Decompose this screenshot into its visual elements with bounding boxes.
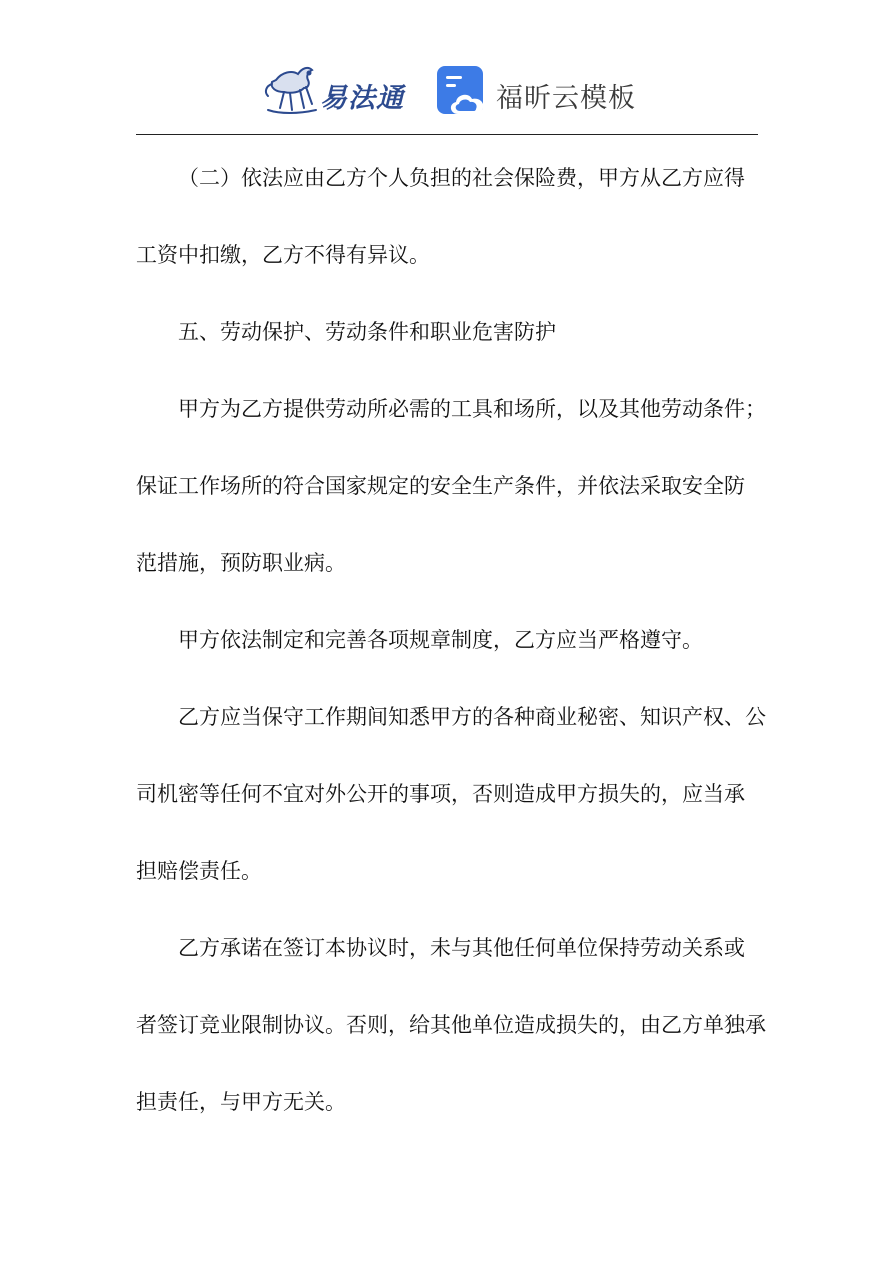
paragraph-line: 者签订竞业限制协议。否则，给其他单位造成损失的，由乙方单独承 bbox=[136, 1013, 766, 1037]
paragraph bbox=[136, 140, 776, 294]
paragraph-line: 担赔偿责任。 bbox=[136, 859, 262, 883]
horse-logo-icon bbox=[262, 62, 322, 118]
paragraph bbox=[136, 679, 776, 910]
paragraph-line: 乙方应当保守工作期间知悉甲方的各种商业秘密、知识产权、公 bbox=[178, 705, 766, 729]
section-heading bbox=[136, 294, 776, 371]
paragraph bbox=[136, 602, 776, 679]
document-body bbox=[136, 140, 776, 1141]
paragraph bbox=[136, 371, 776, 602]
paragraph-line: 范措施，预防职业病。 bbox=[136, 551, 346, 575]
paragraph-line: 五、劳动保护、劳动条件和职业危害防护 bbox=[178, 320, 556, 344]
paragraph-line: 保证工作场所的符合国家规定的安全生产条件，并依法采取安全防 bbox=[136, 474, 745, 498]
fuxin-logo bbox=[436, 64, 636, 118]
paragraph-line: 司机密等任何不宜对外公开的事项，否则造成甲方损失的，应当承 bbox=[136, 782, 745, 806]
fuxin-brand-name: 福昕云模板 bbox=[496, 83, 636, 114]
yifatong-brand-name: 易法通 bbox=[320, 83, 404, 114]
cloud-document-icon bbox=[436, 64, 488, 118]
yifatong-logo bbox=[262, 62, 414, 118]
paragraph-line: （二）依法应由乙方个人负担的社会保险费，甲方从乙方应得 bbox=[178, 166, 745, 190]
header-divider bbox=[136, 134, 758, 135]
page-header bbox=[0, 58, 893, 122]
paragraph-line: 乙方承诺在签订本协议时，未与其他任何单位保持劳动关系或 bbox=[178, 936, 745, 960]
paragraph-line: 甲方依法制定和完善各项规章制度，乙方应当严格遵守。 bbox=[178, 628, 703, 652]
paragraph-line: 担责任，与甲方无关。 bbox=[136, 1090, 346, 1114]
paragraph-line: 甲方为乙方提供劳动所必需的工具和场所，以及其他劳动条件； bbox=[178, 397, 766, 421]
paragraph-line: 工资中扣缴，乙方不得有异议。 bbox=[136, 243, 430, 267]
paragraph bbox=[136, 910, 776, 1141]
